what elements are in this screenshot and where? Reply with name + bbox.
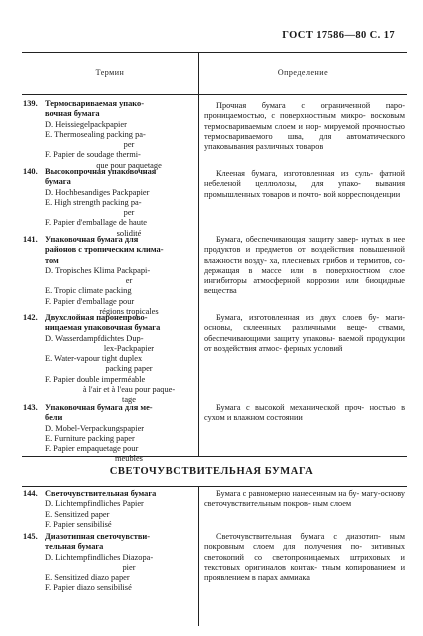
term-russian: Светочувствительная бумага [45, 489, 157, 498]
definition-text: Бумага с равномерно нанесенным на бу- магу-основу светочувствительным покров- ным слоем [204, 489, 405, 509]
term-german: D. Heissiegelpackpapier [45, 119, 127, 129]
term-german-cont: lex-Packpapier [103, 343, 155, 353]
term-english-cont: per [123, 140, 135, 150]
term-english: E. Water-vapour tight duplex [45, 354, 143, 364]
term-french: F. Papier sensibilisé [45, 519, 112, 529]
section-title: СВЕТОЧУВСТВИТЕЛЬНАЯ БУМАГА [109, 466, 314, 477]
term-russian: Двухслойная паронепрово- ницаемая упаковочная бумага [45, 313, 161, 333]
entry-number: 139. [23, 99, 38, 108]
definition-text: Бумага, обеспечивающая защиту завер- нутых в нее продуктов и предметов от воздействия повышенной влажности возду- ха, плесневых грибов и термитов, со- держащая в массе или в поверхностном слое ингибиторы атмосферной коррозии или биоцидные вещества [204, 235, 405, 296]
table-top-rule [22, 52, 407, 53]
column-header-term: Термин [95, 68, 125, 77]
definition-text: Бумага, изготовленная из двух слоев бу- маги-основы, склеенных различными веще- ствами, обеспечивающими защиту упаковы- ваемой продукции от воздействия атмос- ферных условий [204, 313, 406, 353]
term-entry [23, 532, 197, 594]
term-english-cont: packing paper [105, 364, 153, 374]
term-french-cont: régions tropicales [99, 307, 159, 317]
term-entry [23, 313, 197, 406]
entry-number: 145. [23, 532, 38, 541]
term-entry [23, 489, 197, 530]
header-bottom-rule [22, 94, 407, 95]
term-french: F. Papier de soudage thermi- [45, 150, 141, 160]
definition-text: Прочная бумага с ограниченной паро- проницаемостью, с поверхностным микро- восковым термосвариваемым слоем и нор- мируемой прочностью термосвариваемого шва, для автоматического упаковывания различных товаров [204, 101, 405, 152]
term-english: E. Sensitized diazo paper [45, 573, 130, 583]
term-french: F. Papier double imperméable [45, 374, 146, 384]
term-german: D. Mobel-Verpackungspapier [45, 423, 145, 433]
section-top-rule [22, 486, 407, 487]
term-german: D. Lichtempfindliches Papier [45, 499, 144, 509]
term-german: D. Lichtempfindliches Diazopa- [45, 552, 154, 562]
entry-number: 144. [23, 489, 38, 498]
column-divider-body [198, 94, 199, 456]
term-russian: Упаковочная бумага для ме- бели [45, 403, 153, 423]
column-header-definition: Определение [277, 68, 329, 77]
term-french-cont: à l'air et à l'eau pour paque- [82, 385, 176, 395]
definition-text: Клееная бумага, изготовленная из суль- фатной небеленой целлюлозы, для упако- вывания промышленных товаров и почто- вой корреспонденции [204, 169, 406, 199]
entry-number: 141. [23, 235, 38, 244]
term-french: F. Papier empaquetage pour [45, 444, 139, 454]
page-header: ГОСТ 17586—80 С. 17 [282, 30, 395, 41]
term-french-cont: solidité [116, 228, 142, 238]
definition-text: Светочувствительная бумага с диазотип- ным покровным слоем для получения по- зитивных светокопий со светопроницаемых штриховых и текстовых оригиналов контак- тным копированием и проявлением в парах аммиака [204, 532, 406, 583]
term-english: E. Tropic climate packing [45, 286, 132, 296]
term-english: E. Furniture packing paper [45, 433, 135, 443]
term-french-cont: que pour paquetage [96, 160, 162, 170]
entry-number: 140. [23, 167, 38, 176]
term-french-cont: meubles [115, 454, 143, 464]
term-french: F. Papier d'emballage de haute [45, 218, 147, 228]
term-german-cont: er [125, 276, 133, 286]
term-german: D. Wasserdampfdichtes Dup- [45, 333, 144, 343]
term-german: D. Hochbesandiges Packpapier [45, 187, 150, 197]
term-french: F. Papier diazo sensibilisé [45, 583, 132, 593]
entry-number: 142. [23, 313, 38, 322]
term-german-cont: pier [122, 562, 136, 572]
term-french: F. Papier d'emballage pour [45, 296, 135, 306]
term-russian: Упаковочная бумага для районов с тропическим клима- том [45, 235, 164, 265]
term-entry [23, 235, 197, 317]
term-german: D. Tropisches Klima Packpapi- [45, 265, 151, 275]
term-english-cont: per [123, 208, 135, 218]
entry-number: 143. [23, 403, 38, 412]
term-entry [23, 167, 197, 239]
term-russian: Термосвариваемая упако- вочная бумага [45, 99, 144, 119]
table-bottom-rule [22, 456, 407, 457]
term-french-cont2: tage [122, 395, 136, 405]
term-russian: Высокопрочная упаковочная бумага [45, 167, 157, 187]
definition-text: Бумага с высокой механической проч- ностью в сухом и влажном состоянии [204, 403, 405, 423]
column-divider-section [198, 486, 199, 626]
term-english: E. Sensitized paper [45, 509, 110, 519]
term-entry [23, 99, 197, 171]
term-russian: Диазотипная светочувстви- тельная бумага [45, 532, 151, 552]
term-english: E. High strength packing pa- [45, 197, 142, 207]
term-english: E. Thermosealing packing pa- [45, 129, 146, 139]
